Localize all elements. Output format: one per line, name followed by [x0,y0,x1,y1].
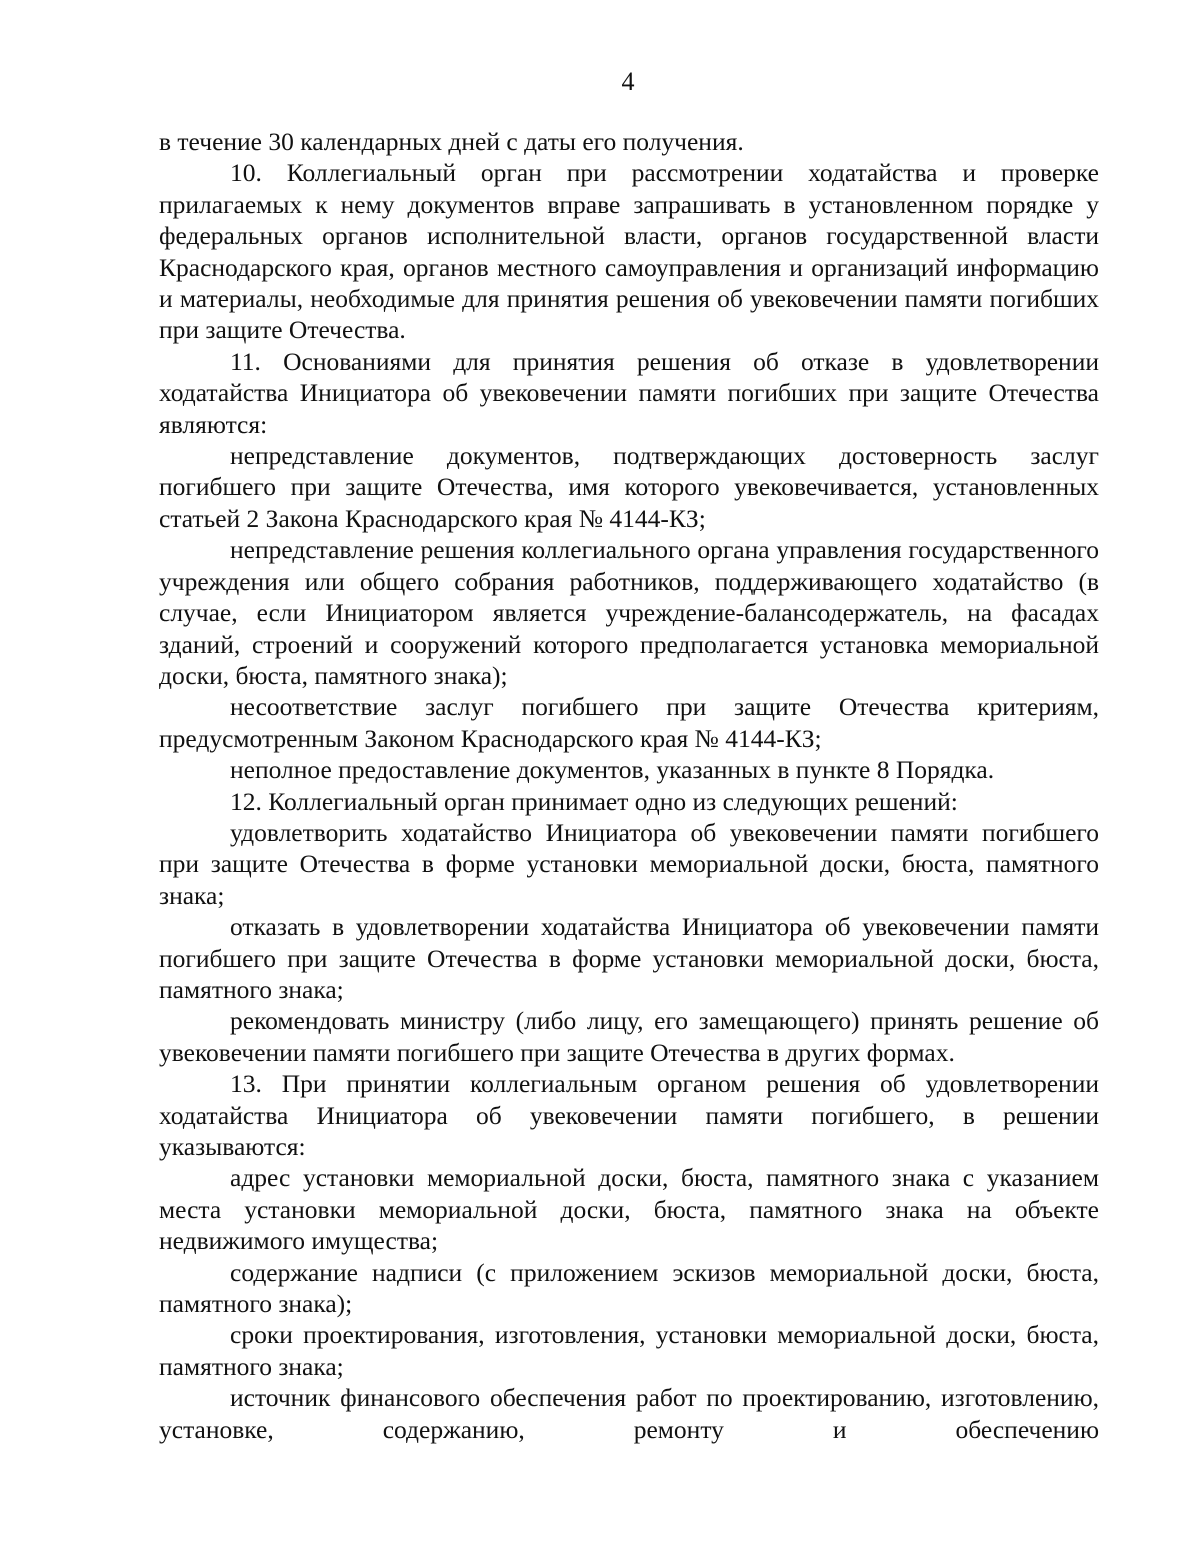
paragraph: адрес установки мемориальной доски, бюста, памятного знака с указанием места установки мемориальной доски, бюста, памятного знака на объекте недвижимого имущества; [159,1163,1099,1256]
document-body [159,126,1099,1445]
paragraph: 13. При принятии коллегиальным органом решения об удовлетворении ходатайства Инициатора об увековечении памяти погибшего, в решении указываются: [159,1069,1099,1161]
paragraph: отказать в удовлетворении ходатайства Инициатора об увековечении памяти погибшего при защите Отечества в форме установки мемориальной доски, бюста, памятного знака; [159,912,1099,1004]
paragraph: неполное предоставление документов, указанных в пункте 8 Порядка. [230,755,995,785]
paragraph: 11. Основаниями для принятия решения об отказе в удовлетворении ходатайства Инициатора об увековечении памяти погибших при защите Отечества являются: [159,346,1099,439]
paragraph: 12. Коллегиальный орган принимает одно из следующих решений: [230,786,958,816]
paragraph: сроки проектирования, изготовления, установки мемориальной доски, бюста, памятного знака; [159,1320,1099,1381]
paragraph: непредставление документов, подтверждающих достоверность заслуг погибшего при защите Отечества, имя которого увековечивается, установленных статьей 2 Закона Краснодарского края № 4144-КЗ; [159,441,1099,533]
paragraph: источник финансового обеспечения работ по проектированию, изготовлению, установке, содержанию, ремонту и обеспечению [159,1383,1099,1444]
paragraph: в течение 30 календарных дней с даты его получения. [159,127,744,156]
paragraph: 10. Коллегиальный орган при рассмотрении ходатайства и проверке прилагаемых к нему документов вправе запрашивать в установленном порядке у федеральных органов исполнительной власти, органов государственной власти Краснодарского края, органов местного самоуправления и организаций информацию и материалы, необходимые для принятия решения об увековечении памяти погибших при защите Отечества. [159,158,1099,345]
paragraph: удовлетворить ходатайство Инициатора об увековечении памяти погибшего при защите Отечества в форме установки мемориальной доски, бюста, памятного знака; [159,817,1099,910]
paragraph: несоответствие заслуг погибшего при защите Отечества критериям, предусмотренным Законом Краснодарского края № 4144-КЗ; [159,692,1099,753]
paragraph: содержание надписи (с приложением эскизов мемориальной доски, бюста, памятного знака); [159,1257,1099,1319]
paragraph: непредставление решения коллегиального органа управления государственного учреждения или общего собрания работников, поддерживающего ходатайство (в случае, если Инициатором является учреждение-балансодержатель, на фасадах зданий, строений и сооружений которого предполагается установка мемориальной доски, бюста, памятного знака); [159,535,1099,690]
paragraph: рекомендовать министру (либо лицу, его замещающего) принять решение об увековечении памяти погибшего при защите Отечества в других формах. [159,1006,1099,1067]
page-number: 4 [621,67,635,96]
